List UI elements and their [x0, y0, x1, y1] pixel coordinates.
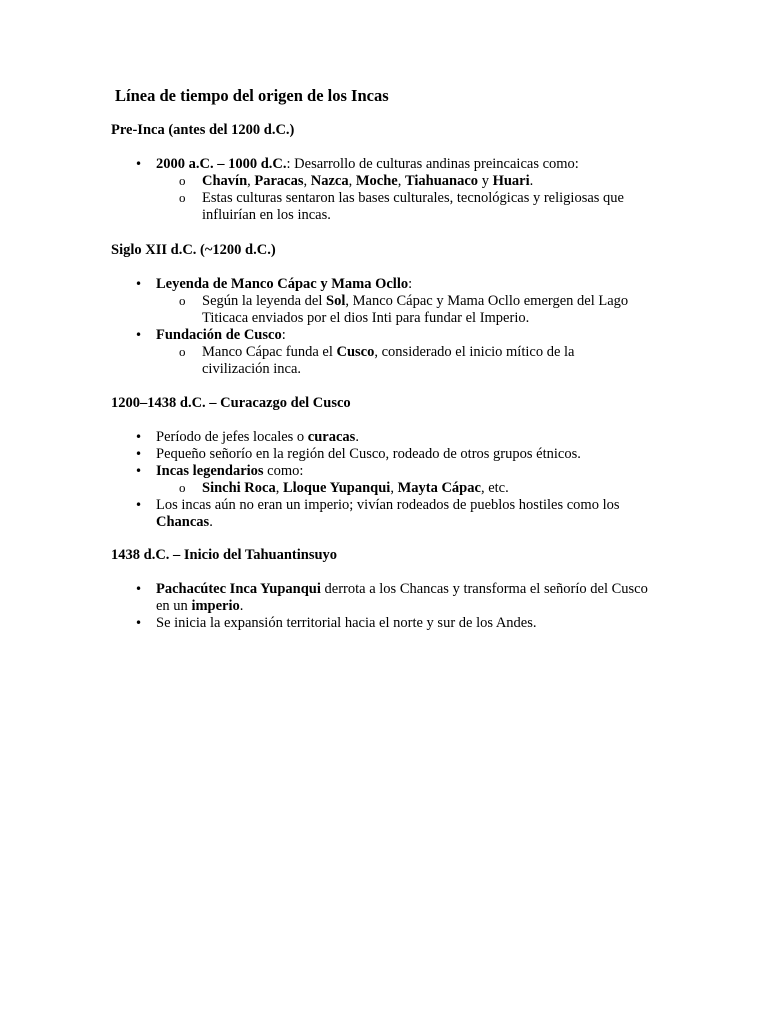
sub-list — [156, 173, 656, 224]
list-item: • Se inicia la expansión territorial hacia el norte y sur de los Andes. — [156, 615, 656, 632]
bullet-list-siglo-xii — [156, 276, 656, 378]
sub-list — [156, 293, 656, 327]
list-item: • Pachacútec Inca Yupanqui derrota a los Chancas y transforma el señorío del Cusco en un imperio. — [156, 581, 656, 615]
list-item: o Según la leyenda del Sol, Manco Cápac y Mama Ocllo emergen del Lago Titicaca enviados por el dios Inti para fundar el Imperio. — [202, 293, 656, 327]
list-item: • Pequeño señorío en la región del Cusco, rodeado de otros grupos étnicos. — [156, 446, 656, 463]
list-item: o Chavín, Paracas, Nazca, Moche, Tiahuanaco y Huari. — [202, 173, 656, 190]
list-item: • Fundación de Cusco: o Manco Cápac funda el Cusco, considerado el inicio mítico de la civilización inca. — [156, 327, 656, 378]
list-item: o Manco Cápac funda el Cusco, considerado el inicio mítico de la civilización inca. — [202, 344, 622, 378]
section-heading-tahuantinsuyo: 1438 d.C. – Inicio del Tahuantinsuyo — [111, 547, 338, 563]
list-item: • Los incas aún no eran un imperio; vivían rodeados de pueblos hostiles como los Chancas. — [156, 497, 656, 531]
bullet-list-curacazgo — [156, 429, 656, 531]
section-heading-siglo-xii: Siglo XII d.C. (~1200 d.C.) — [111, 242, 276, 258]
bullet-list-pre-inca — [156, 156, 656, 224]
list-item: o Estas culturas sentaron las bases culturales, tecnológicas y religiosas que influirían en los incas. — [202, 190, 656, 224]
sub-list — [156, 480, 656, 497]
sub-list — [156, 344, 656, 378]
section-heading-pre-inca: Pre-Inca (antes del 1200 d.C.) — [111, 122, 295, 138]
list-item: • Incas legendarios como: o Sinchi Roca, Lloque Yupanqui, Mayta Cápac, etc. — [156, 463, 656, 497]
section-heading-curacazgo: 1200–1438 d.C. – Curacazgo del Cusco — [111, 395, 351, 411]
list-item: • Leyenda de Manco Cápac y Mama Ocllo: o Según la leyenda del Sol, Manco Cápac y Mama Ocllo emergen del Lago Titicaca enviados por el dios Inti para fundar el Imperio. — [156, 276, 656, 327]
list-item: o Sinchi Roca, Lloque Yupanqui, Mayta Cápac, etc. — [202, 480, 656, 497]
document-title: Línea de tiempo del origen de los Incas — [115, 86, 389, 105]
list-item: • Período de jefes locales o curacas. — [156, 429, 656, 446]
list-item: • 2000 a.C. – 1000 d.C.: Desarrollo de culturas andinas preincaicas como: o Chavín, Paracas, Nazca, Moche, Tiahuanaco y Huari. o Estas culturas sentaron las bases culturales, tecnológicas y religiosas que influirían en los incas. — [156, 156, 656, 224]
bullet-list-tahuantinsuyo — [156, 581, 656, 632]
